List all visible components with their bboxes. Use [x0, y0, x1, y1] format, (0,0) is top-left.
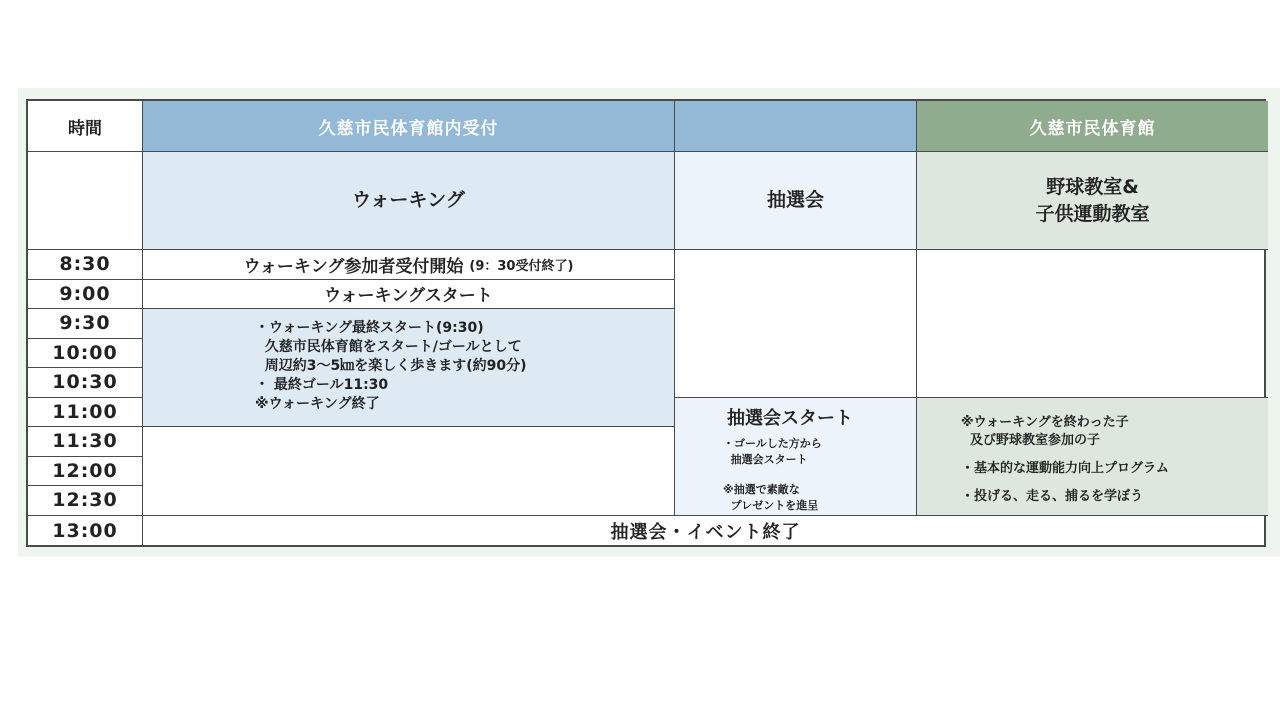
time-subheader-empty	[28, 152, 143, 250]
column-walking: ウォーキング	[143, 152, 675, 250]
time-header: 時間	[28, 101, 143, 152]
baseball-detail-item: ・投げる、走る、捕るを学ぼう	[961, 488, 1144, 504]
walking-details	[143, 309, 675, 427]
lottery-title: 抽選会スタート	[727, 407, 853, 429]
time-cell: 9:00	[28, 280, 143, 310]
reception-text: ウォーキング参加者受付開始	[243, 256, 464, 277]
baseball-detail-item: ※ウォーキングを終わった子 及び野球教室参加の子	[961, 414, 1129, 448]
lottery-note: ・ゴールした方から 抽選会スタート	[723, 436, 822, 466]
time-cell: 9:30	[28, 309, 143, 339]
column-baseball: 野球教室& 子供運動教室	[917, 152, 1268, 250]
lottery-empty	[675, 250, 917, 398]
time-cell: 13:00	[28, 516, 143, 547]
baseball-empty	[917, 250, 1268, 398]
baseball-detail-item: ・基本的な運動能力向上プログラム	[961, 460, 1169, 476]
time-cell: 12:30	[28, 486, 143, 516]
event-end-row: 抽選会・イベント終了	[610, 521, 801, 543]
column-lottery: 抽選会	[675, 152, 917, 250]
reception-note: (9：30受付終了)	[469, 258, 574, 274]
time-cell: 11:00	[28, 398, 143, 428]
time-cell: 8:30	[28, 250, 143, 280]
venue-header-blank	[675, 101, 917, 152]
venue-header-gym: 久慈市民体育館	[917, 101, 1268, 152]
walking-empty	[143, 427, 675, 516]
walking-detail-item: 久慈市民体育館をスタート/ゴールとして	[255, 339, 522, 355]
time-cell: 11:30	[28, 427, 143, 457]
walking-start-row: ウォーキングスタート	[143, 280, 675, 310]
walking-detail-item: ※ウォーキング終了	[255, 396, 380, 412]
reception-row	[143, 250, 675, 280]
walking-detail-item: ・ウォーキング最終スタート(9:30)	[255, 320, 484, 336]
walking-detail-item: 周辺約3～5㎞を楽しく歩きます(約90分)	[255, 358, 527, 374]
venue-header-reception: 久慈市民体育館内受付	[143, 101, 675, 152]
baseball-details	[917, 398, 1268, 516]
lottery-note: ※抽選で素敵な プレゼントを進呈	[723, 482, 819, 512]
time-cell: 10:00	[28, 339, 143, 369]
schedule-table	[26, 99, 1266, 547]
time-cell: 12:00	[28, 457, 143, 487]
lottery-block	[675, 398, 917, 516]
walking-detail-item: ・ 最終ゴール11:30	[255, 377, 389, 393]
time-cell: 10:30	[28, 368, 143, 398]
